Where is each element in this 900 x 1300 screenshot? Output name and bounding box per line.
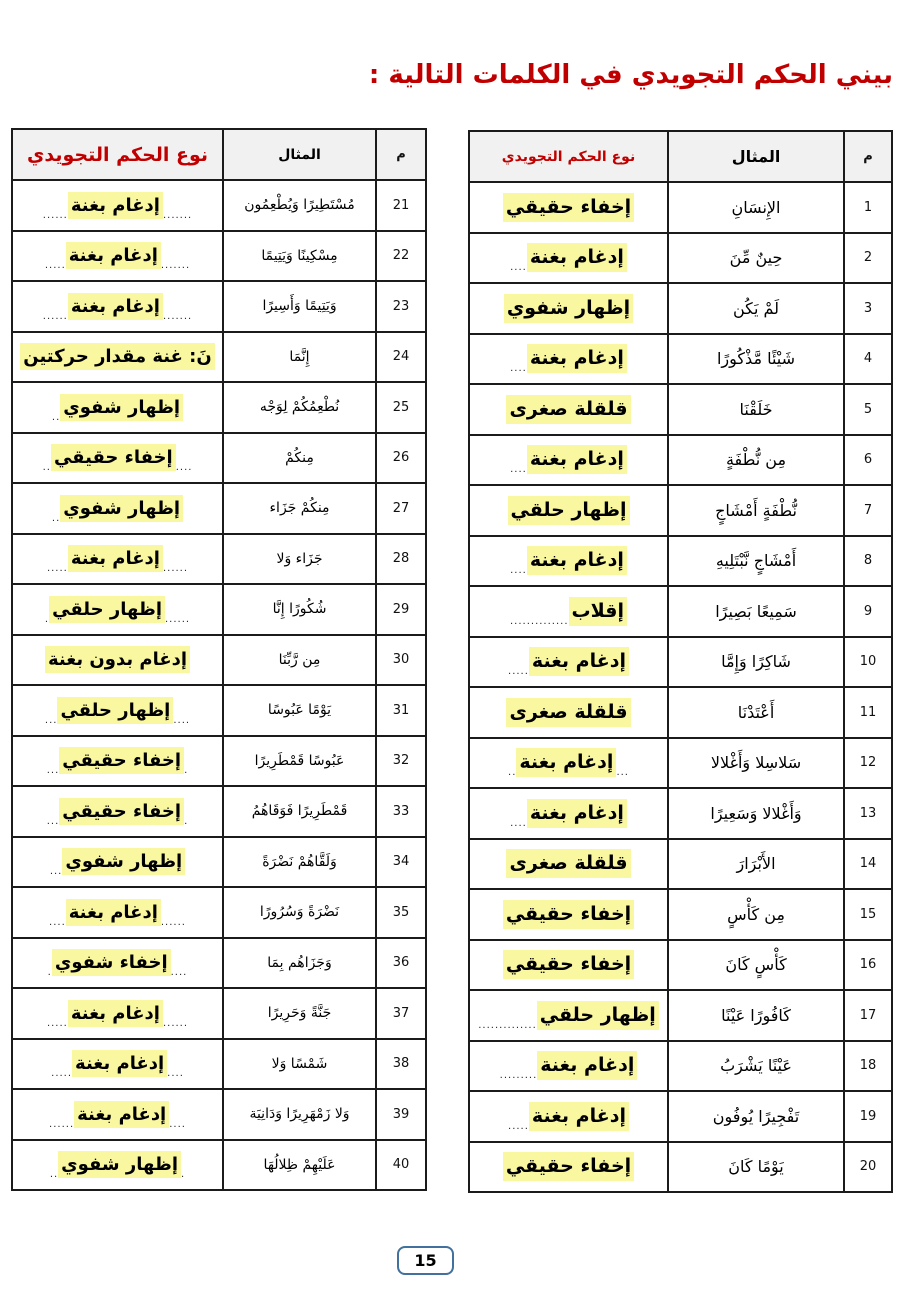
header-cell-example: المثال <box>667 132 843 181</box>
example-cell: يَوْمًا كَانَ <box>667 1143 843 1192</box>
table-row <box>13 836 425 887</box>
row-number: 38 <box>375 1040 425 1089</box>
example-cell: وَأَغْلالا وَسَعِيرًا <box>667 789 843 838</box>
answer-cell <box>13 686 222 735</box>
answer-dots-trailing: ...... <box>42 310 68 322</box>
example-cell: نُّطْفَةٍ أَمْشَاجٍ <box>667 486 843 535</box>
example-cell: كَأْسٍ كَانَ <box>667 941 843 990</box>
row-number: 39 <box>375 1090 425 1139</box>
example-cell: عَيْنًا يَشْرَبُ <box>667 1042 843 1091</box>
table-row <box>13 280 425 331</box>
table-row <box>13 331 425 382</box>
answer-dots-leading: .... <box>170 967 188 978</box>
answer-cell <box>13 737 222 786</box>
example-cell: مِنكُمْ <box>222 434 375 483</box>
answer-cell <box>470 840 667 889</box>
table-row <box>470 838 891 889</box>
header-cell-num: م <box>843 132 891 181</box>
table-row <box>13 937 425 988</box>
row-number: 33 <box>375 787 425 836</box>
example-cell: الإِنسَانِ <box>667 183 843 232</box>
header-cell-rule: نوع الحكم التجويدي <box>13 130 222 179</box>
table-row <box>470 181 891 232</box>
row-number: 31 <box>375 686 425 735</box>
answer-cell <box>13 1141 222 1190</box>
answer-cell <box>470 941 667 990</box>
answer-highlight: إظهار حلقي <box>537 1001 659 1030</box>
table-row <box>13 987 425 1038</box>
table-row <box>13 1038 425 1089</box>
answer-cell <box>13 939 222 988</box>
example-cell: حِينٌ مِّنَ <box>667 234 843 283</box>
table-row <box>470 939 891 990</box>
answer-dots-trailing: ..... <box>44 260 66 271</box>
answer-dots-trailing: ...... <box>42 209 68 221</box>
answer-dots-trailing: ...... <box>49 1118 75 1130</box>
answer-highlight: إدغام بغنة <box>72 1050 167 1077</box>
example-cell: جَزَاء وَلا <box>222 535 375 584</box>
example-cell: سَلاسِلا وَأَغْلالا <box>667 739 843 788</box>
table-row <box>13 432 425 483</box>
answer-cell <box>13 989 222 1038</box>
example-cell: مِسْكِينًا وَيَتِيمًا <box>222 232 375 281</box>
example-cell: نُطْعِمُكُمْ لِوَجْه <box>222 383 375 432</box>
table-row <box>470 737 891 788</box>
header-cell-example: المثال <box>222 130 375 179</box>
example-cell: مِن كَأْسٍ <box>667 890 843 939</box>
answer-dots-trailing: .... <box>49 916 66 928</box>
table-row <box>470 232 891 283</box>
answer-dots-trailing: .. <box>49 1169 59 1180</box>
row-number: 15 <box>843 890 891 939</box>
example-cell: شَيْئًا مَّذْكُورًا <box>667 335 843 384</box>
answer-highlight: نَ: غنة مقدار حركتين <box>20 343 214 370</box>
answer-cell <box>470 537 667 586</box>
table-row <box>13 886 425 937</box>
example-cell: مِنكُمْ جَزَاء <box>222 484 375 533</box>
answer-highlight: إدغام بغنة <box>516 748 616 777</box>
answer-dots-trailing: ..... <box>508 666 529 677</box>
answer-cell <box>470 385 667 434</box>
answer-highlight: إخفاء حقيقي <box>503 1152 634 1181</box>
row-number: 8 <box>843 537 891 586</box>
row-number: 26 <box>375 434 425 483</box>
answer-dots-trailing: .............. <box>510 615 569 627</box>
answer-dots-trailing: .. <box>508 767 517 778</box>
table-header-row <box>13 130 425 179</box>
answer-highlight: إظهار شفوي <box>504 294 633 323</box>
table-row <box>13 583 425 634</box>
row-number: 6 <box>843 436 891 485</box>
row-number: 17 <box>843 991 891 1040</box>
table-header-row <box>470 132 891 181</box>
row-number: 3 <box>843 284 891 333</box>
example-cell: مِن رَّبِّنَا <box>222 636 375 685</box>
answer-highlight: إدغام بغنة <box>537 1051 637 1080</box>
answer-dots-trailing: ..... <box>51 1068 73 1079</box>
page-number-badge: 15 <box>397 1246 454 1275</box>
row-number: 21 <box>375 181 425 230</box>
row-number: 32 <box>375 737 425 786</box>
answer-highlight: قلقلة صغرى <box>506 698 630 727</box>
row-number: 2 <box>843 234 891 283</box>
row-number: 9 <box>843 587 891 636</box>
answer-dots-trailing: ..... <box>46 1017 68 1029</box>
answer-highlight: إدغام بغنة <box>74 1101 169 1128</box>
answer-dots-trailing: .. <box>51 411 61 423</box>
example-cell: وَلَقَّاهُمْ نَضْرَةً <box>222 838 375 887</box>
example-cell: لَمْ يَكُن <box>667 284 843 333</box>
row-number: 18 <box>843 1042 891 1091</box>
answer-cell <box>13 1090 222 1139</box>
table-row <box>13 230 425 281</box>
row-number: 10 <box>843 638 891 687</box>
row-number: 16 <box>843 941 891 990</box>
answer-highlight: إخفاء حقيقي <box>59 798 184 825</box>
answer-cell <box>13 282 222 331</box>
row-number: 12 <box>843 739 891 788</box>
answer-highlight: إظهار شفوي <box>62 848 185 875</box>
row-number: 22 <box>375 232 425 281</box>
answer-cell <box>13 232 222 281</box>
answer-highlight: إدغام بغنة <box>527 799 627 828</box>
example-cell: الأَبْرَارَ <box>667 840 843 889</box>
answer-dots-trailing: .... <box>510 565 527 576</box>
answer-dots-leading: ...... <box>165 613 191 625</box>
answer-cell <box>13 181 222 230</box>
example-cell: مُسْتَطِيرًا وَيُطْعِمُون <box>222 181 375 230</box>
answer-highlight: إدغام بغنة <box>66 242 161 269</box>
table-row <box>13 684 425 735</box>
answer-dots-trailing: ..... <box>508 1120 529 1132</box>
answer-cell <box>13 333 222 382</box>
answer-dots-trailing: .. <box>51 512 61 524</box>
answer-cell <box>13 838 222 887</box>
answer-highlight: إدغام بغنة <box>529 647 629 676</box>
example-cell: خَلَقْنَا <box>667 385 843 434</box>
row-number: 35 <box>375 888 425 937</box>
answer-cell <box>470 739 667 788</box>
answer-cell <box>470 890 667 939</box>
answer-highlight: إدغام بدون بغنة <box>45 646 190 673</box>
row-number: 4 <box>843 335 891 384</box>
example-cell: جَنَّةً وَحَرِيرًا <box>222 989 375 1038</box>
table-body <box>470 181 891 1191</box>
answer-cell <box>470 991 667 1040</box>
answer-dots-trailing: . <box>47 967 52 978</box>
answer-dots-trailing: . <box>44 613 50 625</box>
table-row <box>470 1090 891 1141</box>
answer-highlight: إظهار شفوي <box>60 394 183 421</box>
table-row <box>470 1141 891 1192</box>
answer-dots-trailing: .... <box>510 817 527 829</box>
answer-cell <box>13 585 222 634</box>
answer-cell <box>13 787 222 836</box>
table-row <box>13 634 425 685</box>
answer-dots-leading: ....... <box>162 310 193 322</box>
example-cell: عَلَيْهِمْ ظِلالُهَا <box>222 1141 375 1190</box>
table-row <box>470 787 891 838</box>
answer-highlight: قلقلة صغرى <box>506 849 630 878</box>
answer-dots-leading: ... <box>616 767 629 778</box>
answer-dots-leading: ...... <box>160 916 186 928</box>
answer-highlight: إخفاء حقيقي <box>51 444 176 471</box>
table-row <box>13 1088 425 1139</box>
answer-dots-leading: ....... <box>162 209 193 221</box>
answer-cell <box>470 234 667 283</box>
answer-cell <box>13 484 222 533</box>
answer-cell <box>13 535 222 584</box>
answer-highlight: إظهار شفوي <box>58 1151 181 1178</box>
example-cell: نَضْرَةً وَسُرُورًا <box>222 888 375 937</box>
answer-cell <box>470 1143 667 1192</box>
answer-dots-leading: .... <box>167 1068 184 1079</box>
answer-highlight: إدغام بغنة <box>68 1000 163 1027</box>
example-cell: مِن نُّطْفَةٍ <box>667 436 843 485</box>
table-row <box>470 1040 891 1091</box>
example-cell: شَمْسًا وَلا <box>222 1040 375 1089</box>
answer-cell <box>470 587 667 636</box>
row-number: 23 <box>375 282 425 331</box>
answer-dots-leading: ...... <box>162 1017 189 1029</box>
answer-dots-leading: .... <box>175 462 193 473</box>
answer-cell <box>470 789 667 838</box>
example-cell: سَمِيعًا بَصِيرًا <box>667 587 843 636</box>
answer-dots-leading: . <box>184 765 189 776</box>
row-number: 40 <box>375 1141 425 1190</box>
answer-cell <box>13 888 222 937</box>
example-cell: وَلا زَمْهَرِيرًا وَدَانِيَة <box>222 1090 375 1139</box>
answer-highlight: إخفاء حقيقي <box>59 747 184 774</box>
answer-highlight: إخفاء حقيقي <box>503 950 634 979</box>
answer-dots-leading: .... <box>169 1118 186 1130</box>
answer-cell <box>13 434 222 483</box>
row-number: 5 <box>843 385 891 434</box>
example-cell: يَوْمًا عَبُوسًا <box>222 686 375 735</box>
row-number: 27 <box>375 484 425 533</box>
table-body <box>13 179 425 1189</box>
table-row <box>470 888 891 939</box>
table-row <box>470 383 891 434</box>
answer-cell <box>470 335 667 384</box>
row-number: 30 <box>375 636 425 685</box>
table-row <box>470 484 891 535</box>
example-cell: وَجَزَاهُم بِمَا <box>222 939 375 988</box>
answer-cell <box>470 284 667 333</box>
example-cell: وَيَتِيمًا وَأَسِيرًا <box>222 282 375 331</box>
table-row <box>470 333 891 384</box>
answer-highlight: إدغام بغنة <box>527 546 627 575</box>
answer-cell <box>470 638 667 687</box>
answer-highlight: إدغام بغنة <box>527 445 627 474</box>
answer-highlight: إدغام بغنة <box>68 192 163 219</box>
answer-highlight: إظهار شفوي <box>60 495 183 522</box>
answer-highlight: إدغام بغنة <box>527 344 627 373</box>
answer-cell <box>13 636 222 685</box>
example-cell: إِنَّمَا <box>222 333 375 382</box>
table-row <box>470 989 891 1040</box>
answer-dots-trailing: .... <box>510 363 527 374</box>
row-number: 19 <box>843 1092 891 1141</box>
table-row <box>470 686 891 737</box>
answer-highlight: قلقلة صغرى <box>506 395 630 424</box>
row-number: 14 <box>843 840 891 889</box>
answer-dots-leading: . <box>181 1169 186 1180</box>
answer-cell <box>13 1040 222 1089</box>
answer-highlight: إظهار حلقي <box>49 596 165 623</box>
table-row <box>13 785 425 836</box>
answer-dots-leading: .... <box>173 714 191 726</box>
answer-dots-leading: . <box>184 815 189 827</box>
answer-dots-trailing: ..... <box>46 563 68 574</box>
table-row <box>470 434 891 485</box>
answer-highlight: إدغام بغنة <box>68 545 163 572</box>
example-cell: أَعْتَدْنَا <box>667 688 843 737</box>
row-number: 29 <box>375 585 425 634</box>
answer-cell <box>470 486 667 535</box>
table-row <box>13 735 425 786</box>
row-number: 24 <box>375 333 425 382</box>
answer-dots-leading: ....... <box>160 260 191 271</box>
table-row <box>13 533 425 584</box>
answer-dots-trailing: ... <box>49 866 63 877</box>
answer-cell <box>470 436 667 485</box>
answer-highlight: إظهار حلقي <box>57 697 173 724</box>
row-number: 1 <box>843 183 891 232</box>
answer-dots-trailing: ... <box>46 815 60 827</box>
answer-highlight: إدغام بغنة <box>68 293 163 320</box>
answer-highlight: إخفاء حقيقي <box>503 193 634 222</box>
answer-highlight: إخفاء شفوي <box>52 949 171 976</box>
row-number: 13 <box>843 789 891 838</box>
example-cell: شَاكِرًا وَإِمَّا <box>667 638 843 687</box>
example-cell: شُكُورًا إِنَّا <box>222 585 375 634</box>
tajweed-table-left <box>11 128 427 1191</box>
row-number: 34 <box>375 838 425 887</box>
answer-cell <box>13 383 222 432</box>
answer-dots-trailing: .. <box>42 462 51 473</box>
table-row <box>470 535 891 586</box>
table-row <box>13 1139 425 1190</box>
answer-dots-leading: ...... <box>162 563 189 574</box>
example-cell: عَبُوسًا قَمْطَرِيرًا <box>222 737 375 786</box>
row-number: 25 <box>375 383 425 432</box>
example-cell: كَافُورًا عَيْنًا <box>667 991 843 1040</box>
row-number: 7 <box>843 486 891 535</box>
table-row <box>13 179 425 230</box>
answer-dots-trailing: ... <box>44 714 58 726</box>
table-row <box>13 482 425 533</box>
answer-highlight: إدغام بغنة <box>66 899 161 926</box>
answer-dots-trailing: .............. <box>478 1019 537 1031</box>
answer-dots-trailing: .... <box>510 464 527 475</box>
table-row <box>470 282 891 333</box>
answer-cell <box>470 1092 667 1141</box>
row-number: 37 <box>375 989 425 1038</box>
answer-highlight: إدغام بغنة <box>527 243 627 272</box>
tajweed-table-right <box>468 130 893 1193</box>
answer-cell <box>470 1042 667 1091</box>
table-row <box>13 381 425 432</box>
answer-highlight: إدغام بغنة <box>529 1102 629 1131</box>
answer-highlight: إظهار حلقي <box>508 496 630 525</box>
example-cell: قَمْطَرِيرًا فَوَقَاهُمُ <box>222 787 375 836</box>
answer-cell <box>470 688 667 737</box>
row-number: 28 <box>375 535 425 584</box>
example-cell: تَفْجِيرًا يُوفُون <box>667 1092 843 1141</box>
row-number: 11 <box>843 688 891 737</box>
answer-dots-trailing: ... <box>46 765 60 776</box>
answer-highlight: إقلاب <box>569 597 627 626</box>
header-cell-num: م <box>375 130 425 179</box>
page-title: بيني الحكم التجويدي في الكلمات التالية : <box>368 60 893 90</box>
table-row <box>470 585 891 636</box>
row-number: 36 <box>375 939 425 988</box>
row-number: 20 <box>843 1143 891 1192</box>
example-cell: أَمْشَاجٍ نَّبْتَلِيهِ <box>667 537 843 586</box>
table-row <box>470 636 891 687</box>
answer-dots-trailing: ......... <box>499 1070 538 1081</box>
answer-dots-trailing: .... <box>510 262 527 273</box>
answer-highlight: إخفاء حقيقي <box>503 900 634 929</box>
answer-cell <box>470 183 667 232</box>
header-cell-rule: نوع الحكم التجويدي <box>470 132 667 181</box>
